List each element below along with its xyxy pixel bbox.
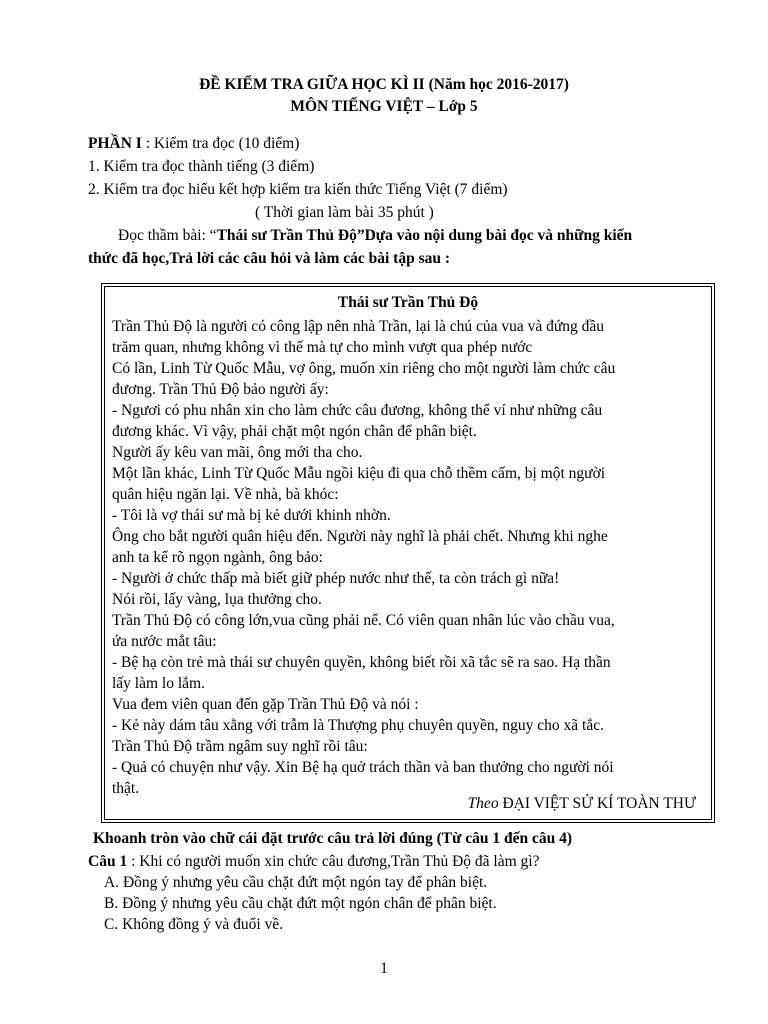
story-line: ứa nước mắt tâu: [112, 633, 217, 650]
story-source-prefix: Theo [467, 795, 499, 812]
story-line: Một lần khác, Linh Từ Quốc Mẫu ngồi kiệu đi qua chỗ thềm cấm, bị một người [112, 465, 606, 482]
question-1-option-a[interactable]: A. Đồng ý nhưng yêu cầu chặt đứt một ngón tay để phân biệt. [104, 874, 488, 891]
story-line: Ông cho bắt người quân hiệu đến. Người này nghĩ là phải chết. Nhưng khi nghe [112, 528, 608, 545]
question-1-option-b[interactable]: B. Đồng ý nhưng yêu cầu chặt đứt một ngón chân để phân biệt. [104, 895, 497, 912]
part1-heading [88, 135, 299, 153]
story-line: - Người ở chức thấp mà biết giữ phép nước như thế, ta còn trách gì nữa! [112, 570, 560, 587]
part1-time: ( Thời gian làm bài 35 phút ) [255, 204, 434, 221]
story-source [468, 795, 696, 813]
story-source-name: ĐẠI VIỆT SỬ KÍ TOÀN THƯ [498, 795, 696, 812]
story-line: - Bệ hạ còn trẻ mà thái sư chuyên quyền, không biết rồi xã tắc sẽ ra sao. Hạ thần [112, 654, 611, 671]
reading-instruction-prefix: Đọc thầm bài: “ [118, 227, 217, 244]
story-line: Trần Thủ Độ là người có công lập nên nhà Trần, lại là chú của vua và đứng đầu [112, 318, 605, 335]
question-1-text: : Khi có người muốn xin chức câu đương,Trần Thủ Độ đã làm gì? [127, 853, 540, 870]
story-line: Có lần, Linh Từ Quốc Mẫu, vợ ông, muốn xin riêng cho một người làm chức câu [112, 360, 616, 377]
question-1-option-c[interactable]: C. Không đồng ý và đuổi về. [104, 916, 284, 933]
reading-instruction [118, 227, 632, 245]
story-line: Nói rồi, lấy vàng, lụa thưởng cho. [112, 591, 322, 608]
exam-subtitle: MÔN TIẾNG VIỆT – Lớp 5 [290, 98, 478, 115]
story-line: lấy làm lo lắm. [112, 675, 205, 692]
part1-label: PHẦN I [88, 135, 142, 152]
story-line: Người ấy kêu van mãi, ông mới tha cho. [112, 444, 363, 461]
page-number: 1 [380, 960, 388, 977]
part1-label-rest: : Kiểm tra đọc (10 điểm) [141, 135, 300, 152]
part1-item2: 2. Kiểm tra đọc hiểu kết hợp kiểm tra kiến thức Tiếng Việt (7 điểm) [88, 181, 508, 198]
part1-item1: 1. Kiểm tra đọc thành tiếng (3 điểm) [88, 158, 315, 175]
story-line: - Ngươi có phu nhân xin cho làm chức câu đương, không thể ví như những câu [112, 402, 603, 419]
story-line: đương khác. Vì vậy, phải chặt một ngón chân để phân biệt. [112, 423, 477, 440]
story-line: - Tôi là vợ thái sư mà bị kẻ dưới khinh nhờn. [112, 507, 391, 524]
story-line: thật. [112, 780, 140, 797]
exam-title: ĐỀ KIỂM TRA GIỮA HỌC KÌ II (Năm học 2016-2017) [199, 76, 569, 93]
story-line: đương. Trần Thủ Độ bảo người ấy: [112, 381, 329, 398]
reading-instruction-bold-1: Thái sư Trần Thủ Độ”Dựa vào nội dung bài đọc và những kiến [216, 227, 633, 244]
story-title: Thái sư Trần Thủ Độ [337, 294, 479, 311]
story-line: - Quả có chuyện như vậy. Xin Bệ hạ quở trách thần và ban thưởng cho người nói [112, 759, 614, 776]
questions-instruction: Khoanh tròn vào chữ cái đặt trước câu trả lời đúng (Từ câu 1 đến câu 4) [93, 830, 573, 847]
story-line: Trần Thủ Độ có công lớn,vua cũng phải nể. Có viên quan nhân lúc vào chầu vua, [112, 612, 615, 629]
question-1-label: Câu 1 [88, 853, 128, 870]
story-line: Vua đem viên quan đến gặp Trần Thủ Độ và nói : [112, 696, 419, 713]
story-line: trăm quan, nhưng không vì thế mà tự cho mình vượt qua phép nước [112, 339, 533, 356]
story-line: quân hiệu ngăn lại. Về nhà, bà khóc: [112, 486, 339, 503]
story-line: anh ta kể rõ ngọn ngành, ông bảo: [112, 549, 323, 566]
question-1 [88, 853, 539, 871]
story-line: - Kẻ này dám tâu xằng với trẫm là Thượng phụ chuyên quyền, nguy cho xã tắc. [112, 717, 604, 734]
reading-instruction-bold-2: thức đã học,Trả lời các câu hỏi và làm các bài tập sau : [88, 250, 451, 267]
story-line: Trần Thủ Độ trầm ngâm suy nghĩ rồi tâu: [112, 738, 368, 755]
